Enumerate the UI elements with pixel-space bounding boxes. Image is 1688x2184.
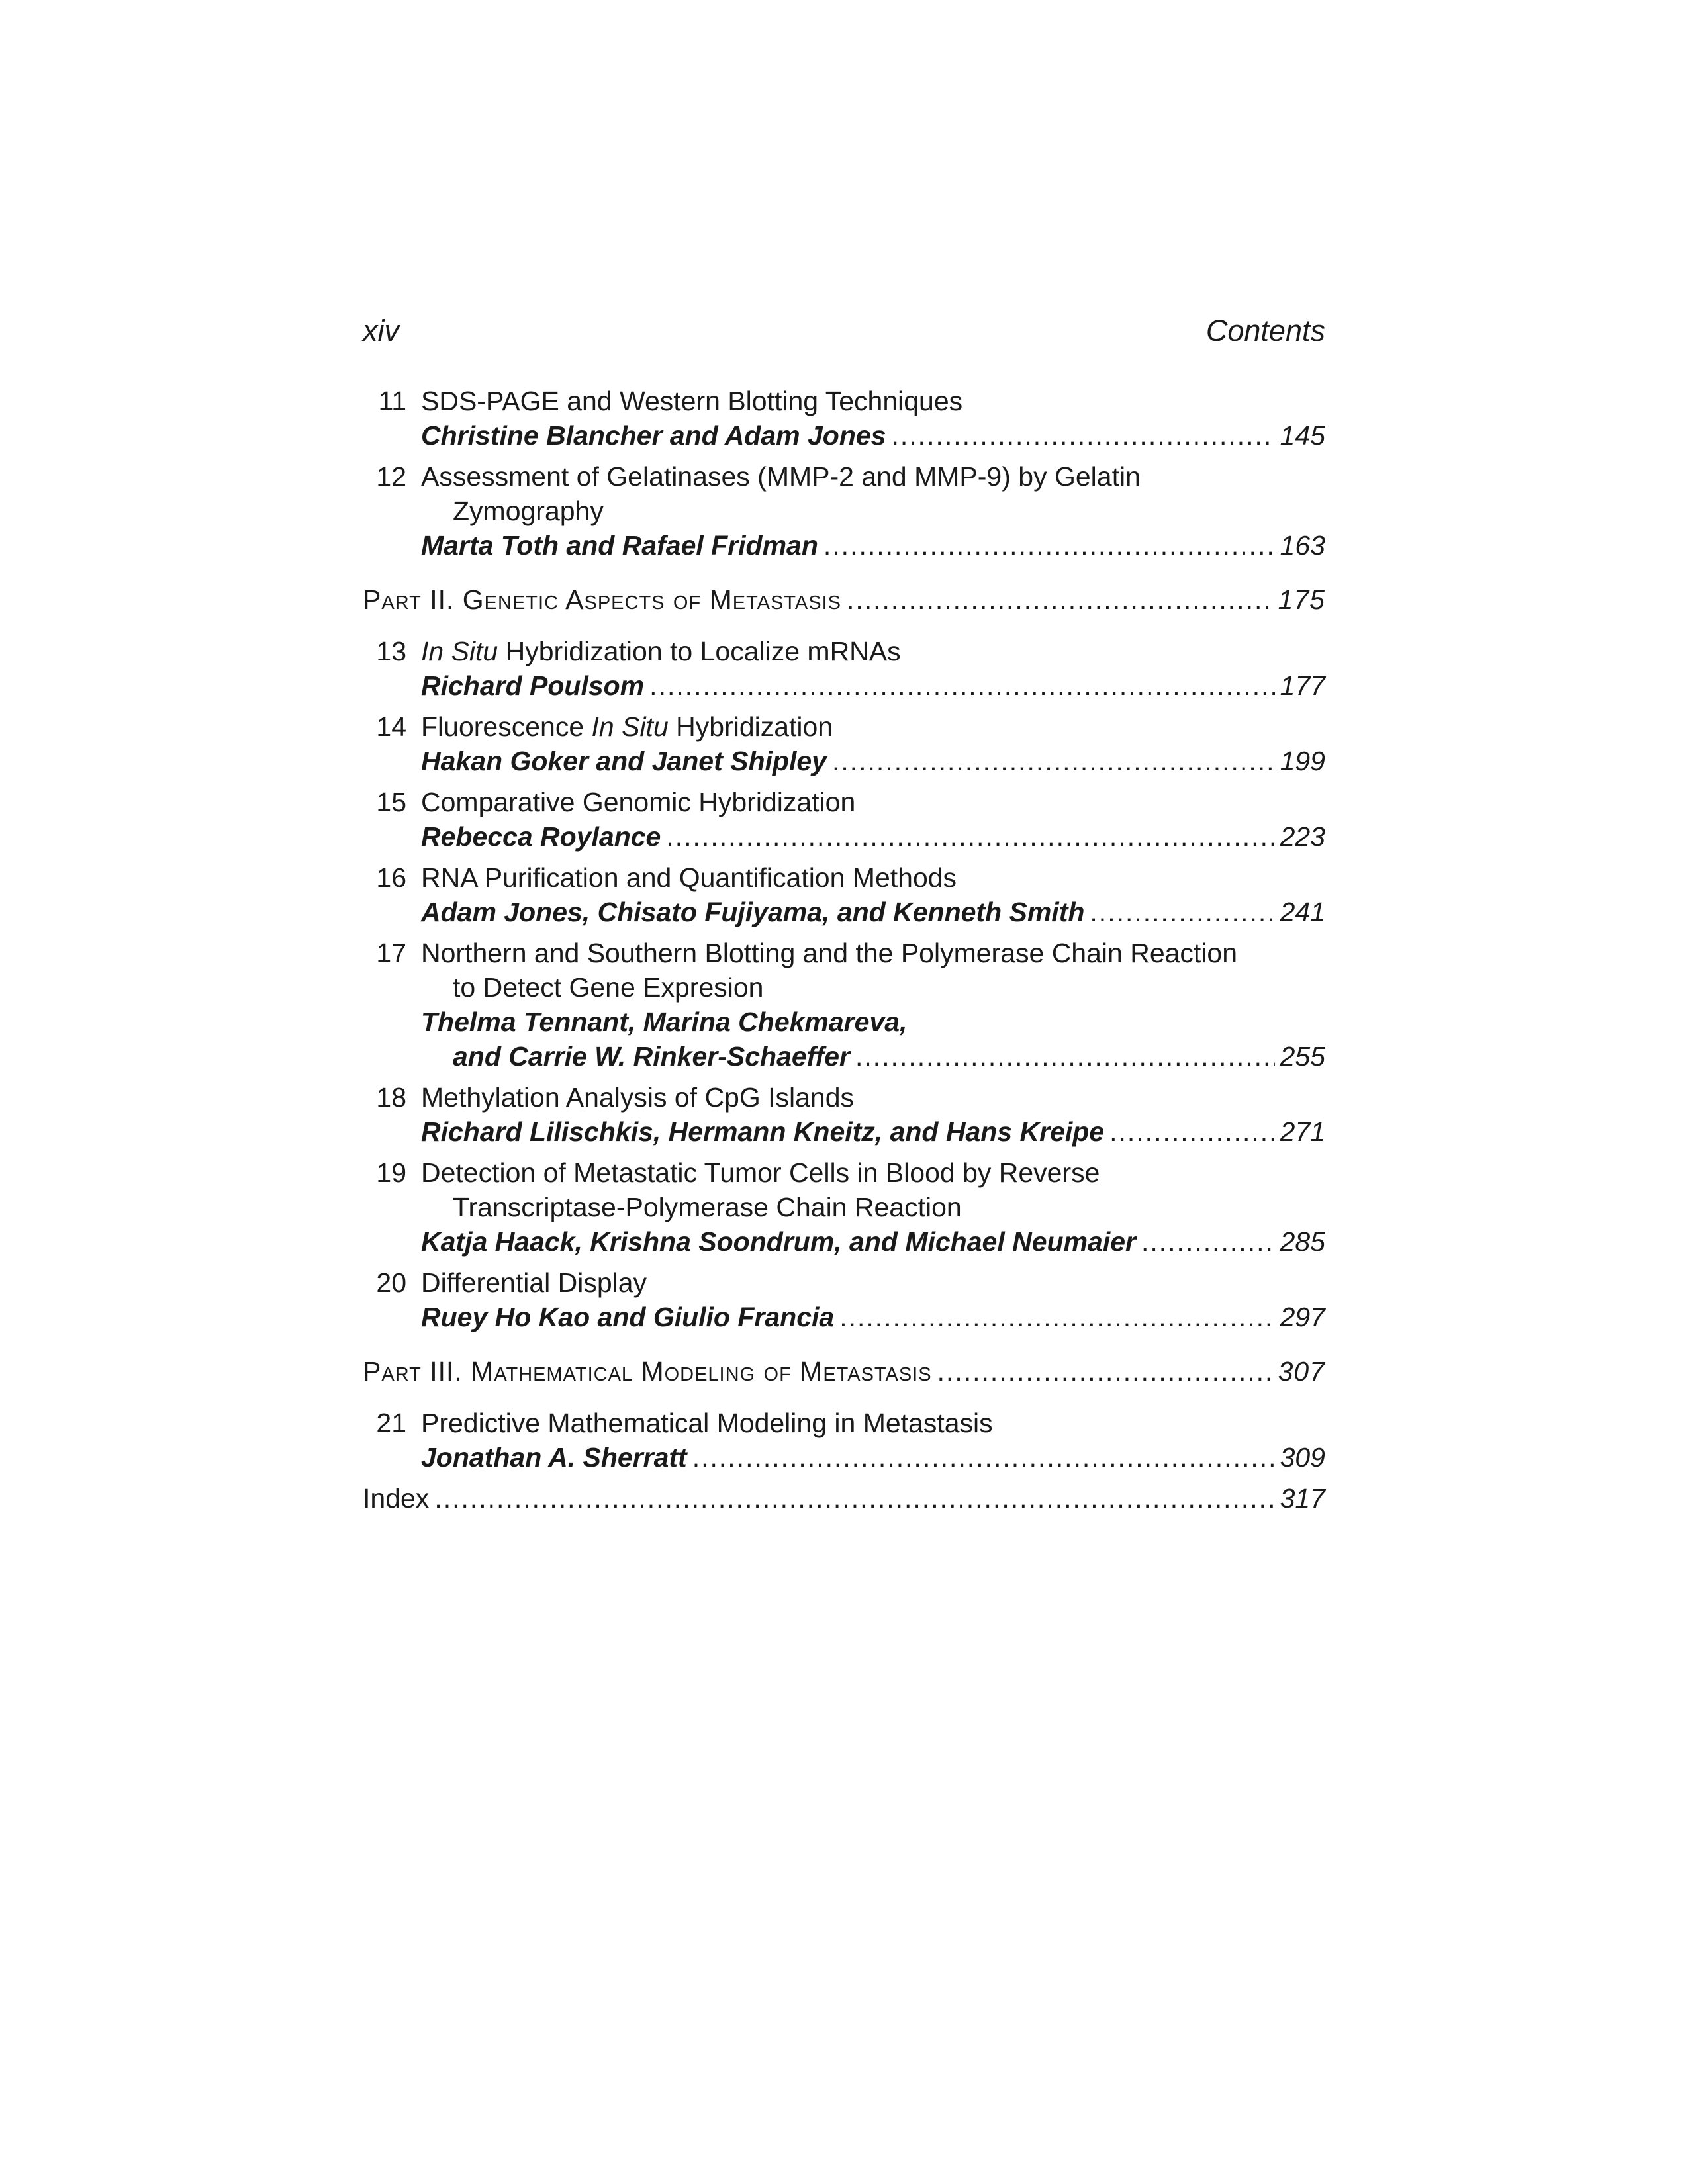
page-ref: 271 bbox=[1280, 1116, 1325, 1147]
chapter-number: 12 bbox=[376, 461, 406, 492]
chapter-authors: Rebecca Roylance bbox=[421, 821, 661, 852]
page-number: xiv bbox=[363, 314, 399, 347]
toc-entry-12[interactable] bbox=[363, 459, 1325, 563]
chapter-title: Assessment of Gelatinases (MMP-2 and MMP-9) by Gelatin bbox=[421, 461, 1141, 492]
toc-entry-11[interactable] bbox=[363, 384, 1325, 453]
dot-leader bbox=[823, 528, 1275, 563]
toc-page bbox=[363, 311, 1325, 1516]
chapter-title bbox=[421, 634, 1325, 668]
chapter-title: SDS-PAGE and Western Blotting Techniques bbox=[421, 386, 963, 416]
chapter-title: RNA Purification and Quantification Methods bbox=[421, 862, 957, 893]
chapter-authors: Hakan Goker and Janet Shipley bbox=[421, 746, 827, 776]
dot-leader bbox=[666, 819, 1274, 854]
chapter-number: 18 bbox=[376, 1082, 406, 1113]
page-ref: 199 bbox=[1280, 746, 1325, 776]
chapter-authors: Marta Toth and Rafael Fridman bbox=[421, 530, 818, 561]
dot-leader bbox=[1141, 1224, 1275, 1259]
dot-leader bbox=[855, 1039, 1275, 1073]
page-ref: 317 bbox=[1280, 1483, 1325, 1514]
chapter-authors: Jonathan A. Sherratt bbox=[421, 1442, 687, 1473]
chapter-number: 14 bbox=[376, 711, 406, 742]
chapter-title-continued: Transcriptase-Polymerase Chain Reaction bbox=[453, 1192, 962, 1222]
chapter-title-rest: Hybridization bbox=[668, 711, 833, 742]
toc-entry-15[interactable] bbox=[363, 785, 1325, 854]
chapter-number: 17 bbox=[376, 938, 406, 968]
table-of-contents bbox=[363, 384, 1325, 1516]
chapter-number: 21 bbox=[376, 1408, 406, 1438]
chapter-number: 15 bbox=[376, 787, 406, 817]
toc-entry-14[interactable] bbox=[363, 709, 1325, 778]
page-ref: 223 bbox=[1280, 821, 1325, 852]
chapter-title: Comparative Genomic Hybridization bbox=[421, 787, 856, 817]
running-head-title: Contents bbox=[1205, 314, 1325, 347]
chapter-number: 20 bbox=[376, 1267, 406, 1298]
chapter-title: Differential Display bbox=[421, 1267, 647, 1298]
chapter-number: 19 bbox=[376, 1158, 406, 1188]
chapter-authors: Ruey Ho Kao and Giulio Francia bbox=[421, 1302, 835, 1332]
dot-leader bbox=[839, 1300, 1274, 1334]
chapter-number: 13 bbox=[376, 636, 406, 666]
dot-leader bbox=[937, 1354, 1273, 1388]
chapter-number: 16 bbox=[376, 862, 406, 893]
chapter-authors: Adam Jones, Chisato Fujiyama, and Kenneth Smith bbox=[421, 897, 1085, 927]
chapter-authors-continued: and Carrie W. Rinker-Schaeffer bbox=[453, 1041, 851, 1071]
page-ref: 255 bbox=[1280, 1041, 1325, 1071]
toc-entry-20[interactable] bbox=[363, 1265, 1325, 1334]
page-ref: 145 bbox=[1280, 420, 1325, 451]
toc-entry-17[interactable] bbox=[363, 936, 1325, 1073]
dot-leader bbox=[1090, 895, 1274, 929]
chapter-title-pre: Fluorescence bbox=[421, 711, 592, 742]
dot-leader bbox=[434, 1481, 1274, 1516]
part-label: Part III. Mathematical Modeling of Metastasis bbox=[363, 1356, 932, 1387]
chapter-authors: Thelma Tennant, Marina Chekmareva, bbox=[421, 1007, 908, 1037]
chapter-number: 11 bbox=[378, 386, 406, 416]
toc-entry-19[interactable] bbox=[363, 1156, 1325, 1259]
page-ref: 309 bbox=[1280, 1442, 1325, 1473]
chapter-title-continued: Zymography bbox=[453, 496, 604, 526]
page-ref: 297 bbox=[1280, 1302, 1325, 1332]
chapter-title-continued: to Detect Gene Expresion bbox=[453, 972, 764, 1003]
chapter-title: Predictive Mathematical Modeling in Metastasis bbox=[421, 1408, 993, 1438]
chapter-authors: Katja Haack, Krishna Soondrum, and Michael Neumaier bbox=[421, 1226, 1136, 1257]
chapter-authors: Christine Blancher and Adam Jones bbox=[421, 420, 886, 451]
toc-entry-18[interactable] bbox=[363, 1080, 1325, 1149]
dot-leader bbox=[832, 744, 1275, 778]
chapter-title: Northern and Southern Blotting and the Polymerase Chain Reaction bbox=[421, 938, 1238, 968]
page-ref: 285 bbox=[1280, 1226, 1325, 1257]
chapter-title bbox=[421, 709, 1325, 744]
dot-leader bbox=[649, 668, 1274, 703]
toc-entry-21[interactable] bbox=[363, 1406, 1325, 1475]
chapter-title: Methylation Analysis of CpG Islands bbox=[421, 1082, 855, 1113]
toc-entry-13[interactable] bbox=[363, 634, 1325, 703]
dot-leader bbox=[1109, 1115, 1274, 1149]
dot-leader bbox=[692, 1440, 1275, 1475]
chapter-authors: Richard Poulsom bbox=[421, 670, 645, 701]
chapter-title: Detection of Metastatic Tumor Cells in Blood by Reverse bbox=[421, 1158, 1100, 1188]
toc-entry-16[interactable] bbox=[363, 860, 1325, 929]
page-ref: 163 bbox=[1280, 530, 1325, 561]
dot-leader bbox=[892, 418, 1275, 453]
chapter-authors: Richard Lilischkis, Hermann Kneitz, and Hans Kreipe bbox=[421, 1116, 1105, 1147]
page-ref: 175 bbox=[1278, 584, 1325, 615]
part-heading-3[interactable] bbox=[363, 1354, 1325, 1388]
page-ref: 307 bbox=[1278, 1356, 1325, 1387]
page-ref: 241 bbox=[1280, 897, 1325, 927]
part-heading-2[interactable] bbox=[363, 582, 1325, 617]
chapter-title-italic: In Situ bbox=[591, 711, 669, 742]
dot-leader bbox=[847, 582, 1273, 617]
part-label: Part II. Genetic Aspects of Metastasis bbox=[363, 584, 841, 615]
index-label: Index bbox=[363, 1483, 430, 1514]
chapter-title-italic: In Situ bbox=[421, 636, 498, 666]
running-head bbox=[363, 311, 1325, 351]
toc-index-entry[interactable] bbox=[363, 1481, 1325, 1516]
chapter-title-rest: Hybridization to Localize mRNAs bbox=[498, 636, 901, 666]
page-ref: 177 bbox=[1280, 670, 1325, 701]
